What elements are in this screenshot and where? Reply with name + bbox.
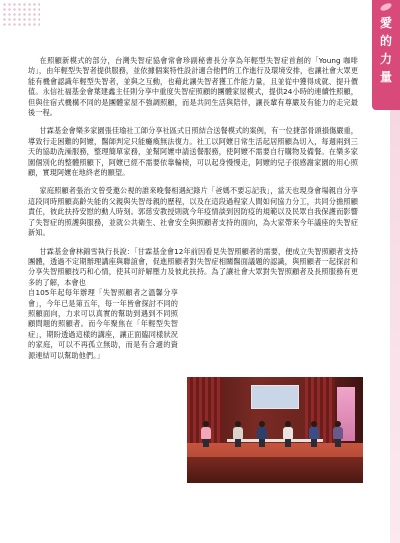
side-stripe-decoration bbox=[390, 110, 400, 543]
paragraph-new-care-models: 在照顧新模式的部分，台灣失智症協會常會珍副秘書長分享為年輕型失智症首創的「Young 咖啡坊」，由年輕型失智者提供服務，並依據個案特性設計適合他們的工作進行及環境安排，也讓社會大眾更能有機會認識年輕型失智者，並與之互動，也藉此讓失智者獲工作能力量，且並從中獲得成就、提升價值。永信社福基金會葉建鑫主任則分享中重度失智症照顧的團體家屋模式，提供24小時的連續性照顧，但與住宿式機構不同的是團體家屋不強調照顧，而是共同生活與陪伴，讓長輩有尊嚴及有能力的走完最後一程。 bbox=[28, 56, 358, 118]
photo-person bbox=[283, 421, 293, 447]
paragraph-executive-statement-part1: 甘霖基金會林錦雪執行長說：「甘霖基金會12年前因看見失智照顧者的需要，便成立失智照顧者支持團體，透過不定期辦理講座與聯誼會，促進照顧者對失智症相關醫面議題的認識，與照顧者一起探討和分享失智照顧技巧和心情，使其可紓解壓力及彼此扶持。為了讓社會大眾對失智照顧者及長照服務有更多的了解，本會也 bbox=[28, 246, 358, 287]
photo-person bbox=[233, 421, 243, 447]
section-tab-char: 量 bbox=[379, 70, 392, 84]
event-stage-photo bbox=[187, 377, 363, 483]
leaf-icon bbox=[379, 2, 392, 13]
photo-person bbox=[201, 421, 211, 447]
photo-person bbox=[257, 421, 267, 447]
photo-projection-screen bbox=[251, 385, 299, 409]
paragraph-executive-statement-part2: 自105年起每年辦理「失智照顧者之溫馨分享會」，今年已是第五年，每一年皆會探討不同的照顧面向，力求可以真實的幫助到遇到不同照顧問題的照顧者。而今年聚焦在「年輕型失智症」，期盼透過這樣的講座，讓正面臨同樣狀況的家庭，可以不再孤立無助，而是有合適的資源連結可以幫助他們。」 bbox=[28, 288, 178, 360]
dot-pattern-decoration bbox=[2, 2, 40, 28]
section-tab-char: 愛 bbox=[379, 16, 392, 30]
paragraph-executive-statement bbox=[28, 247, 358, 361]
photo-person bbox=[333, 421, 343, 447]
section-tab-char: 力 bbox=[379, 52, 392, 66]
paragraph-family-caregiver: 家庭照顧者張治文曾受邀公視的誰來晚餐相遇紀錄片「爸媽不要忘記我」，當天也現身會場親自分享這段同時照顧高齡失能的父親與失智母親的歷程，以及在這段過程家人間如何協力分工，共同分擔照顧責任，彼此扶持安慰的動人時刻。郭慈安教授則就今年疫情談到因防疫的規範以及民眾自我保護而影響了失智症的照護與服務，並就公共衛生、社會安全與照顧者支持的面向，為大家帶來今年議座的失智症新知。 bbox=[28, 186, 358, 238]
section-tab-char: 的 bbox=[379, 34, 392, 48]
paragraph-daycare-case: 甘霖基金會樂多家園張佳瑜社工師分享社區式日照結合送餐模式的案例，有一位捷部骨頭損傷嚴重，導致行走困難的阿嬤，醫師判定只能癱瘓無法復力。社工以阿嬤日常生活起居照顧為切入，每週兩到三天的協助洗澡服務，整理簡單家務，並幫阿嬤申請送餐服務，使阿嬤不需要自行購物及備餐。在樂多家園個別化的整體照顧下，阿嬤已經不需要依靠輪椅，可以起身慢慢走，阿嬤的兒子很感謝家園的用心照顧，實現阿嬤在地終老的願望。 bbox=[28, 126, 358, 178]
section-tab bbox=[372, 0, 400, 110]
section-tab-title bbox=[372, 14, 400, 86]
article-body bbox=[28, 56, 358, 361]
photo-person bbox=[309, 421, 319, 447]
photo-stage-front bbox=[187, 457, 363, 483]
